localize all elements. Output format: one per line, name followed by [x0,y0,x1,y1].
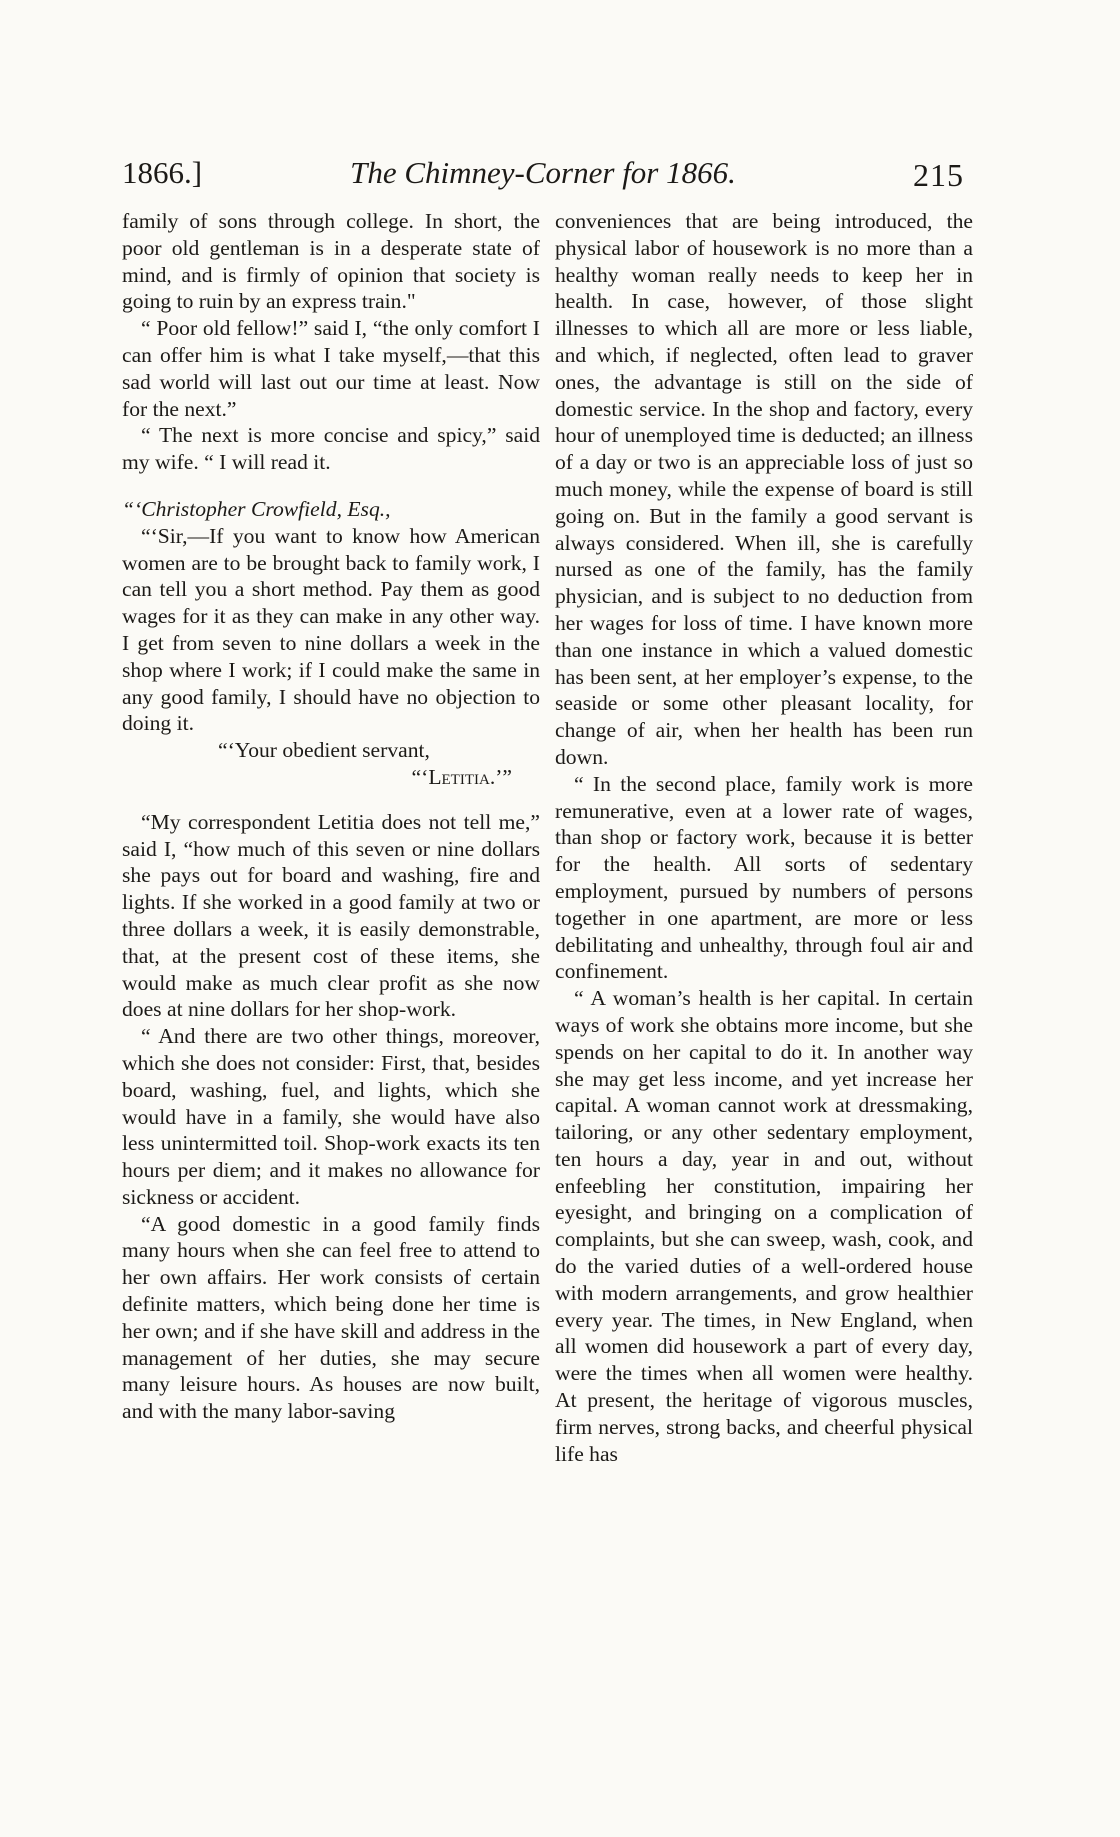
paragraph: “ Poor old fellow!” said I, “the only comfort I can offer him is what I take myself,—that this sad world will last out our time at least. Now for the next.” [122,316,540,421]
paragraph: conveniences that are being introduced, the physical labor of housework is no more than a healthy woman really needs to keep her in health. In case, however, of those slight illnesses to which all are more or less liable, and which, if neglected, often lead to graver ones, the advantage is still on the side of domestic service. In the shop and factory, every hour of unemployed time is deducted; an illness of a day or two is an appreciable loss of just so much money, while the expense of board is still going on. But in the family a good servant is always considered. When ill, she is carefully nursed as one of the family, has the family physician, and is subject to no deduction from her wages for loss of time. I have known more than one instance in which a valued domestic has been sent, at her employer’s expense, to the seaside or some other pleasant locality, for change of air, when her health has been run down. [555,209,973,769]
paragraph: “ A woman’s health is her capital. In certain ways of work she obtains more income, but she spends on her capital to do it. In another way she may get less income, and yet increase her capital. A woman cannot work at dressmaking, tailoring, or any other sedentary employment, ten hours a day, year in and out, without enfeebling her constitution, impairing her eyesight, and bringing on a complication of complaints, but she can sweep, wash, cook, and do the varied duties of a well-ordered house with modern arrangements, and grow healthier every year. The times, in New England, when all women did housework a part of every day, were the times when all women were healthy. At present, the heritage of vigorous muscles, firm nerves, strong backs, and cheerful physical life has [555,986,973,1466]
letter-signature: “‘Letitia.’” [411,764,512,789]
right-column [555,208,973,1467]
paragraph: family of sons through college. In short, the poor old gentleman is in a desperate state of mind, and is firmly of opinion that society is going to ruin by an express train." [122,209,540,314]
paragraph: “ And there are two other things, moreover, which she does not consider: First, that, besides board, washing, fuel, and lights, which she would have in a family, she would have also less unintermitted toil. Shop-work exacts its ten hours per diem; and it makes no allowance for sickness or accident. [122,1024,540,1209]
running-header [122,150,964,196]
left-column [122,208,540,1425]
paragraph: “ The next is more concise and spicy,” said my wife. “ I will read it. [122,423,540,475]
paragraph: “A good domestic in a good family finds many hours when she can feel free to attend to her own affairs. Her work consists of certain definite matters, which being done her time is her own; and if she have skill and address in the management of her duties, she may secure many leisure hours. As houses are now built, and with the many labor-saving [122,1211,540,1424]
letter-body: “‘Sir,—If you want to know how American women are to be brought back to family work, I can tell you a short method. Pay them as good wages for it as they can make in any other way. I get from seven to nine dollars a week in the shop where I work; if I could make the same in any good family, I should have no objection to doing it. [122,523,540,736]
letter-salutation: “‘Christopher Crowfield, Esq., [122,496,391,521]
letter-closing: “‘Your obedient servant, [218,738,430,763]
page-number: 215 [913,157,964,193]
header-year: 1866.] [122,155,203,190]
header-title: The Chimney-Corner for 1866. [350,155,736,190]
paragraph: “My correspondent Letitia does not tell me,” said I, “how much of this seven or nine dollars she pays out for board and washing, fire and lights. If she worked in a good family at two or three dollars a week, it is easily demonstrable, that, at the present cost of these items, she would make as much clear profit as she now does at nine dollars for her shop-work. [122,809,540,1022]
paragraph: “ In the second place, family work is more remunerative, even at a lower rate of wages, than shop or factory work, because it is better for the health. All sorts of sedentary employment, pursued by numbers of persons together in one apartment, are more or less debilitating and unhealthy, through foul air and confinement. [555,771,973,984]
